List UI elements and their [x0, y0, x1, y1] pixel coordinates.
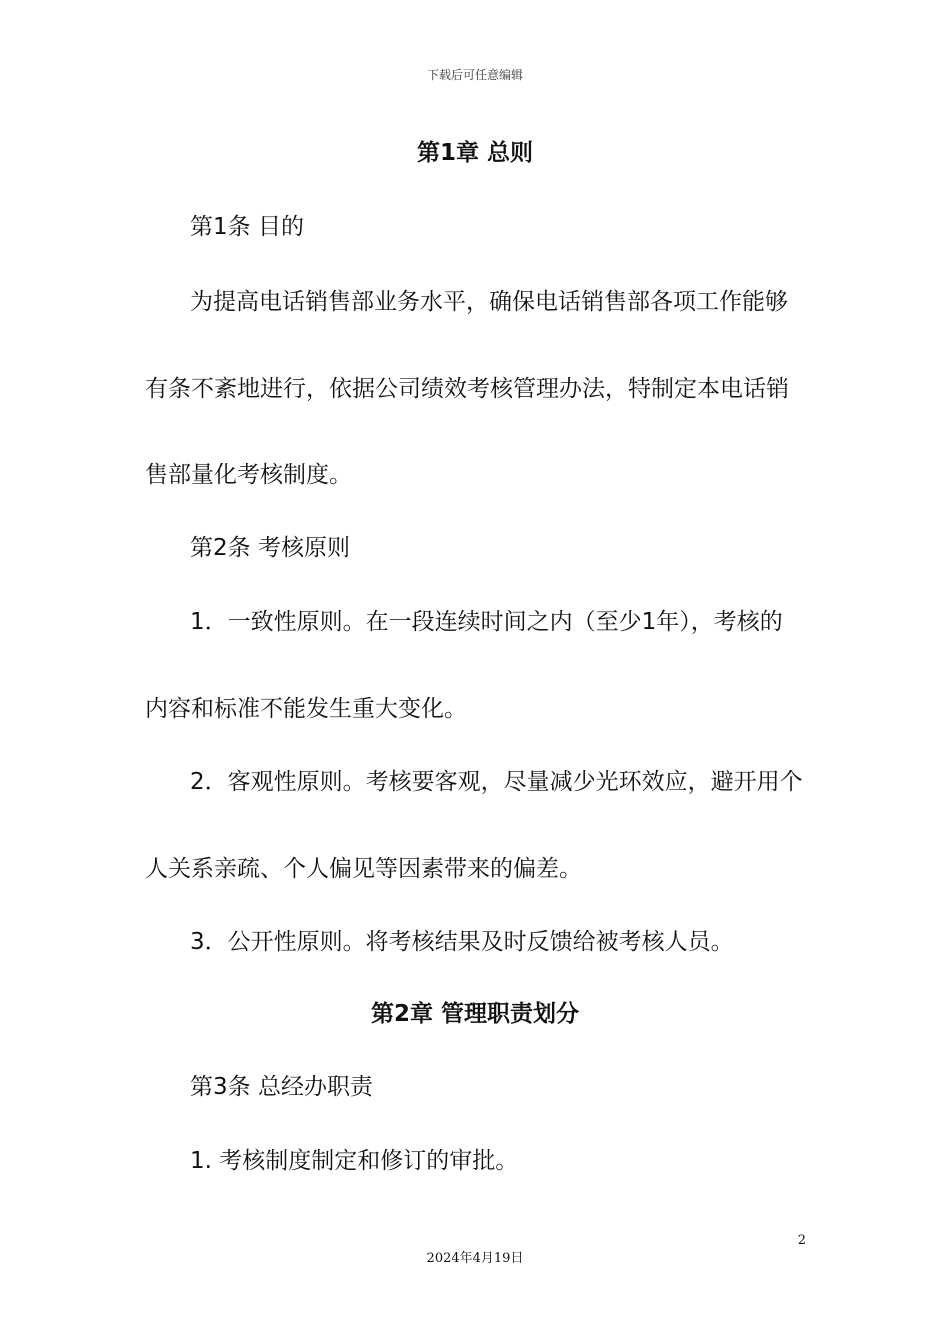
principle-1-line-1: 1．一致性原则。在一段连续时间之内（至少1年），考核的	[190, 609, 783, 635]
page-header-note: 下载后可任意编辑	[426, 68, 523, 82]
article-1-line-1: 为提高电话销售部业务水平，确保电话销售部各项工作能够	[190, 289, 788, 315]
chapter-2-title: 第2章 管理职责划分	[370, 1001, 579, 1027]
principle-2-line-1: 2．客观性原则。考核要客观，尽量减少光环效应，避开用个	[190, 769, 803, 795]
chapter-1-title: 第1章 总则	[416, 140, 533, 166]
article-2-heading: 第2条 考核原则	[190, 535, 350, 561]
principle-1-line-2: 内容和标准不能发生重大变化。	[145, 696, 467, 722]
article-1-line-2: 有条不紊地进行，依据公司绩效考核管理办法，特制定本电话销	[145, 376, 789, 402]
article-3-heading: 第3条 总经办职责	[190, 1074, 373, 1100]
principle-2-line-2: 人关系亲疏、个人偏见等因素带来的偏差。	[145, 856, 582, 882]
article-1-line-3: 售部量化考核制度。	[145, 462, 352, 488]
principle-3-line-1: 3．公开性原则。将考核结果及时反馈给被考核人员。	[190, 929, 734, 955]
duty-1-line: 1. 考核制度制定和修订的审批。	[190, 1148, 519, 1174]
page-number: 2	[797, 1233, 806, 1248]
article-1-heading: 第1条 目的	[190, 214, 304, 240]
footer-date: 2024年4月19日	[426, 1251, 524, 1266]
